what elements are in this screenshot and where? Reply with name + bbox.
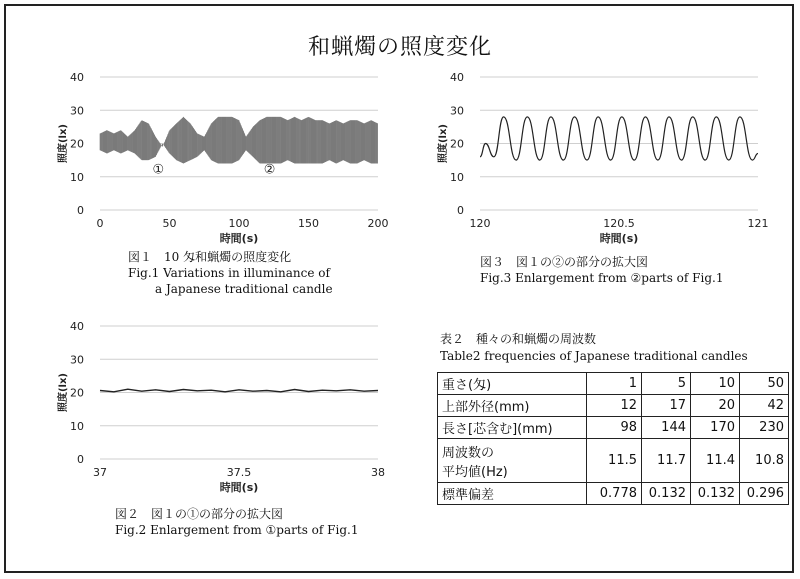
y-tick-label: 20 (450, 137, 464, 151)
table-row (438, 373, 789, 395)
table-cell: 1 (587, 373, 642, 395)
y-axis-label: 照度(lx) (438, 123, 449, 164)
page-title: 和蝋燭の照度変化 (307, 35, 492, 60)
y-tick-label: 20 (70, 386, 84, 400)
x-tick-label: 50 (162, 217, 177, 230)
table-caption-ja: 表２ 種々の和蝋燭の周波数 (440, 332, 597, 346)
table-cell: 42 (740, 395, 789, 417)
x-tick-label: 37 (93, 466, 107, 479)
illuminance-line (100, 389, 378, 392)
table-cell: 170 (691, 417, 740, 439)
table-cell: 20 (691, 395, 740, 417)
table-cell: 0.296 (740, 483, 789, 505)
y-axis-label: 照度(lx) (58, 372, 69, 413)
table-cell: 230 (740, 417, 789, 439)
table-row (438, 417, 789, 439)
illuminance-line (480, 117, 758, 160)
fig1-caption-en-1: Fig.1 Variations in illuminance of (128, 266, 330, 280)
x-tick-label: 38 (371, 466, 385, 479)
table-cell: 11.5 (587, 439, 642, 483)
table-cell-line: 平均値(Hz) (442, 464, 508, 480)
fig3-chart (420, 65, 780, 250)
y-tick-label: 30 (70, 104, 84, 118)
x-tick-label: 37.5 (226, 466, 252, 479)
table-cell: 17 (642, 395, 691, 417)
x-axis-label: 時間(s) (219, 232, 259, 245)
table-row (438, 439, 789, 483)
table-row (438, 483, 789, 505)
x-tick-label: 150 (298, 217, 319, 230)
table-cell: 12 (587, 395, 642, 417)
x-tick-label: 121 (747, 217, 769, 230)
table-caption-en: Table2 frequencies of Japanese traditional candles (440, 349, 748, 363)
y-tick-label: 30 (70, 353, 84, 367)
table-cell: 144 (642, 417, 691, 439)
table-cell: 5 (642, 373, 691, 395)
x-axis-label: 時間(s) (219, 481, 259, 494)
x-tick-label: 120.5 (603, 217, 635, 230)
frequency-table (437, 372, 789, 505)
table-cell: 10 (691, 373, 740, 395)
y-axis-label: 照度(lx) (58, 123, 69, 164)
x-tick-label: 120 (469, 217, 491, 230)
y-tick-label: 30 (450, 104, 464, 118)
fig1-chart (40, 65, 400, 250)
table-cell: 0.132 (642, 483, 691, 505)
table-cell: 標準偏差 (438, 483, 587, 505)
y-tick-label: 10 (70, 170, 84, 184)
fig3-caption-en: Fig.3 Enlargement from ②parts of Fig.1 (480, 271, 724, 285)
table-cell: 上部外径(mm) (438, 395, 587, 417)
table-cell: 11.4 (691, 439, 740, 483)
table-cell (438, 439, 587, 483)
y-tick-label: 40 (70, 320, 84, 333)
y-tick-label: 0 (457, 204, 464, 217)
y-tick-label: 10 (70, 419, 84, 433)
region-marker: ② (263, 162, 276, 178)
x-axis-label: 時間(s) (599, 232, 639, 245)
table-cell: 11.7 (642, 439, 691, 483)
table-cell: 0.778 (587, 483, 642, 505)
fig2-caption-en: Fig.2 Enlargement from ①parts of Fig.1 (115, 523, 359, 537)
fig2-chart (40, 314, 400, 499)
y-tick-label: 10 (450, 170, 464, 184)
y-tick-label: 0 (77, 204, 84, 217)
fig3-caption-ja: 図３ 図１の②の部分の拡大図 (480, 255, 649, 269)
y-tick-label: 20 (70, 137, 84, 151)
table-cell: 0.132 (691, 483, 740, 505)
table-cell: 長さ[芯含む](mm) (438, 417, 587, 439)
table-cell-line: 周波数の (442, 445, 495, 461)
y-tick-label: 40 (450, 71, 464, 84)
fig1-caption-ja: 図１ 10 匁和蝋燭の照度変化 (128, 250, 292, 264)
table-cell: 98 (587, 417, 642, 439)
region-marker: ① (152, 162, 165, 178)
table-cell: 50 (740, 373, 789, 395)
table-cell: 10.8 (740, 439, 789, 483)
fig1-caption-en-2: a Japanese traditional candle (155, 282, 333, 296)
x-tick-label: 0 (96, 217, 104, 230)
table-row (438, 395, 789, 417)
y-tick-label: 40 (70, 71, 84, 84)
x-tick-label: 100 (228, 217, 250, 230)
x-tick-label: 200 (367, 217, 389, 230)
table-cell: 重さ(匁) (438, 373, 587, 395)
fig2-caption-ja: 図２ 図１の①の部分の拡大図 (115, 507, 284, 521)
y-tick-label: 0 (77, 453, 84, 466)
